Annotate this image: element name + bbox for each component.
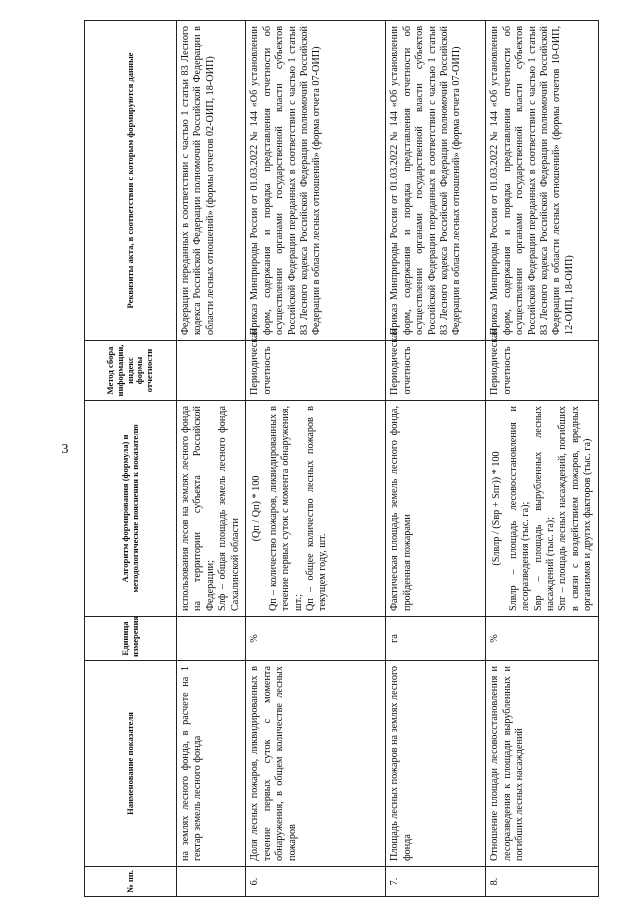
indicator-algorithm xyxy=(386,401,486,617)
header-num: № пп. xyxy=(85,867,177,897)
legal-requisites: Приказ Минприроды России от 01.03.2022 № 144 «Об установлении форм, содержания и порядка представления отчетности об осуществлении органами государственной власти субъектов Российской Федерации переданных в соответствии с частью 1 статьи 83 Лесного кодекса Российской Федерации полномочий Российской Федерации в области лесных отношений» (формы отчетов 10-ОИП, 12-ОИП, 18-ОИП) xyxy=(486,21,599,341)
indicator-name: Доля лесных пожаров, ликвидированных в течение первых суток с момента обнаружения, в общем количестве лесных пожаров xyxy=(246,661,386,867)
algorithm-line: Qп – общее количество лесных пожаров в текущем году, шт. xyxy=(304,406,329,611)
indicator-unit: га xyxy=(386,617,486,661)
indicator-name: Отношение площади лесовосстановления и лесоразведения к площади вырубленных и погибших лесных насаждений xyxy=(486,661,599,867)
table-header-row xyxy=(85,21,177,897)
header-requisites: Реквизиты акта, в соответствии с которым формируются данные xyxy=(85,21,177,341)
row-num xyxy=(177,867,246,897)
indicator-algorithm xyxy=(246,401,386,617)
header-algorithm: Алгоритм формирования (формула) и методологические пояснения к показателю xyxy=(85,401,177,617)
header-name: Наименование показателя xyxy=(85,661,177,867)
algorithm-line: использования лесов на землях лесного фонда на территории субъекта Российской Федерации; xyxy=(180,406,216,611)
algorithm-line: Фактическая площадь земель лесного фонда, пройденная пожарами xyxy=(389,406,413,611)
formula: (Sлвлр / (Sвр + Sпг)) * 100 xyxy=(491,451,503,566)
header-method: Метод сбора информации, индекс формы отчетности xyxy=(85,341,177,401)
header-unit: Единица измерения xyxy=(85,617,177,661)
indicator-unit: % xyxy=(486,617,599,661)
row-num: 6. xyxy=(246,867,386,897)
table-row xyxy=(486,21,599,897)
row-num: 8. xyxy=(486,867,599,897)
indicator-unit: % xyxy=(246,617,386,661)
table-row xyxy=(386,21,486,897)
indicators-table xyxy=(84,20,599,897)
algorithm-line: Sпг – площадь лесных насаждений, погибших в связи с воздействием пожаров, вредных организмов и других факторов (тыс. га) xyxy=(557,406,594,611)
legal-requisites: Приказ Минприроды России от 01.03.2022 № 144 «Об установлении форм, содержания и порядка представления отчетности об осуществлении органами государственной власти субъектов Российской Федерации переданных в соответствии с частью 1 статьи 83 Лесного кодекса Российской Федерации полномочий Российской Федерации в области лесных отношений» (форма отчета 07-ОИП) xyxy=(246,21,386,341)
page-number: 3 xyxy=(61,442,69,457)
rotated-table-container xyxy=(84,21,594,897)
indicator-unit xyxy=(177,617,246,661)
table-row xyxy=(246,21,386,897)
indicator-name: на землях лесного фонда, в расчете на 1 гектар земель лесного фонда xyxy=(177,661,246,867)
formula: (Qп / Qп) * 100 xyxy=(251,475,263,542)
algorithm-line: Sлф – общая площадь земель лесного фонда Сахалинской области xyxy=(217,406,241,611)
algorithm-line: Sвр – площадь вырубленных лесных насаждений (тыс. га); xyxy=(532,406,556,611)
legal-requisites: Приказ Минприроды России от 01.03.2022 № 144 «Об установлении форм, содержания и порядка представления отчетности об осуществлении органами государственной власти субъектов Российской Федерации переданных в соответствии с частью 1 статьи 83 Лесного кодекса Российской Федерации полномочий Российской Федерации в области лесных отношений» (форма отчета 07-ОИП) xyxy=(386,21,486,341)
collection-method xyxy=(177,341,246,401)
indicator-algorithm xyxy=(486,401,599,617)
indicator-name: Площадь лесных пожаров на землях лесного фонда xyxy=(386,661,486,867)
algorithm-line: Qп – количество пожаров, ликвидированных в течение первых суток с момента обнаружения, шт.; xyxy=(267,406,304,611)
algorithm-line: Sлвлр – площадь лесовосстановления и лесоразведения (тыс. га); xyxy=(507,406,532,611)
legal-requisites: Федерации переданных в соответствии с частью 1 статьи 83 Лесного кодекса Российской Федерации полномочий Российской Федерации в области лесных отношений» (формы отчетов 02-ОИП, 18-ОИП) xyxy=(177,21,246,341)
collection-method: Периодическая отчетность xyxy=(486,341,599,401)
row-num: 7. xyxy=(386,867,486,897)
collection-method: Периодическая отчетность xyxy=(386,341,486,401)
indicator-algorithm xyxy=(177,401,246,617)
collection-method: Периодическая отчетность xyxy=(246,341,386,401)
table-row xyxy=(177,21,246,897)
